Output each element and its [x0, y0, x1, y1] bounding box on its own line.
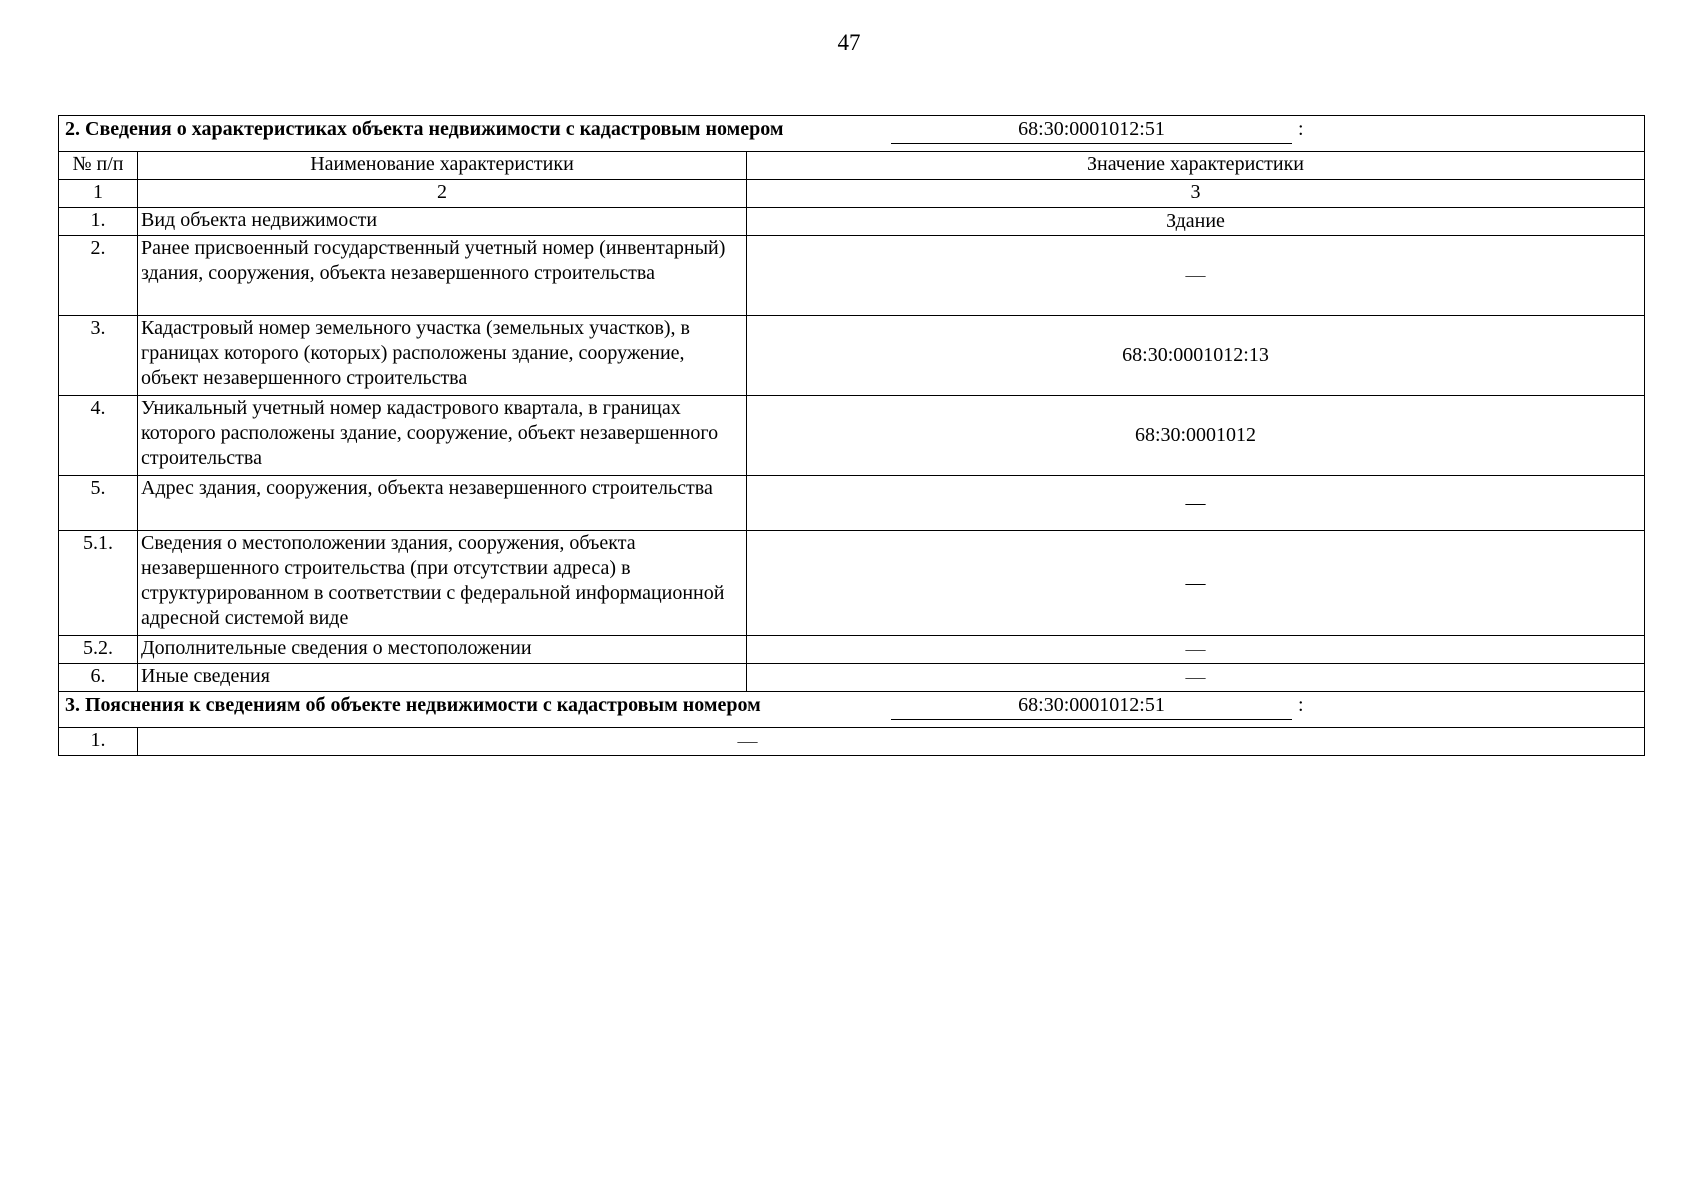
section-2-header-cell: [59, 116, 1645, 152]
section-2-header-row: [59, 116, 1645, 152]
row-value: —: [747, 664, 1645, 692]
column-index-row: [59, 180, 1645, 208]
row-name: Иные сведения: [138, 664, 747, 692]
row-name: Адрес здания, сооружения, объекта незавершенного строительства: [138, 476, 747, 531]
row-name: Сведения о местоположении здания, сооружения, объекта незавершенного строительства (при отсутствии адреса) в структурированном в соответствии с федеральной информационной адресной системой виде: [138, 531, 747, 636]
table-row: [59, 396, 1645, 476]
header-characteristic-value: Значение характеристики: [747, 152, 1645, 180]
table-row: [59, 208, 1645, 236]
row-number: 5.1.: [59, 531, 138, 636]
table-row: [59, 531, 1645, 636]
cadastral-characteristics-table: [58, 115, 1645, 756]
row-value: —: [747, 531, 1645, 636]
row-value: 68:30:0001012:13: [747, 316, 1645, 396]
row-number: 3.: [59, 316, 138, 396]
row-number: 2.: [59, 236, 138, 316]
section-2-title: 2. Сведения о характеристиках объекта недвижимости с кадастровым номером: [65, 118, 784, 140]
row-number: 6.: [59, 664, 138, 692]
row-value: —: [747, 236, 1645, 316]
row-number: 5.: [59, 476, 138, 531]
section-3-header-row: [59, 692, 1645, 728]
table-row: [59, 316, 1645, 396]
section-2-cadastral-number: 68:30:0001012:51: [891, 117, 1292, 144]
section-3-title: 3. Пояснения к сведениям об объекте недвижимости с кадастровым номером: [65, 694, 761, 716]
row-value: —: [747, 476, 1645, 531]
table-header-row: [59, 152, 1645, 180]
column-index-3: 3: [747, 180, 1645, 208]
row-name: Кадастровый номер земельного участка (земельных участков), в границах которого (которых) расположены здание, сооружение, объект незавершенного строительства: [138, 316, 747, 396]
page-number: 47: [837, 30, 861, 55]
header-characteristic-name: Наименование характеристики: [138, 152, 747, 180]
row-name: Дополнительные сведения о местоположении: [138, 636, 747, 664]
section-3-colon: :: [1298, 694, 1304, 716]
section-3-cadastral-number: 68:30:0001012:51: [891, 693, 1292, 720]
row-value: —: [747, 636, 1645, 664]
table-row: [59, 636, 1645, 664]
row-value: Здание: [747, 208, 1645, 236]
row-number: 4.: [59, 396, 138, 476]
row-value: —: [138, 728, 1645, 756]
column-index-1: 1: [59, 180, 138, 208]
row-value: 68:30:0001012: [747, 396, 1645, 476]
row-number: 1.: [59, 728, 138, 756]
section-2-colon: :: [1298, 118, 1304, 140]
section-3-row: [59, 728, 1645, 756]
row-number: 1.: [59, 208, 138, 236]
header-number: № п/п: [59, 152, 138, 180]
row-name: Ранее присвоенный государственный учетный номер (инвентарный) здания, сооружения, объекта незавершенного строительства: [138, 236, 747, 316]
row-name: Уникальный учетный номер кадастрового квартала, в границах которого расположены здание, сооружение, объект незавершенного строительства: [138, 396, 747, 476]
column-index-2: 2: [138, 180, 747, 208]
row-number: 5.2.: [59, 636, 138, 664]
row-name: Вид объекта недвижимости: [138, 208, 747, 236]
table-row: [59, 476, 1645, 531]
table-row: [59, 236, 1645, 316]
table-row: [59, 664, 1645, 692]
section-3-header-cell: [59, 692, 1645, 728]
